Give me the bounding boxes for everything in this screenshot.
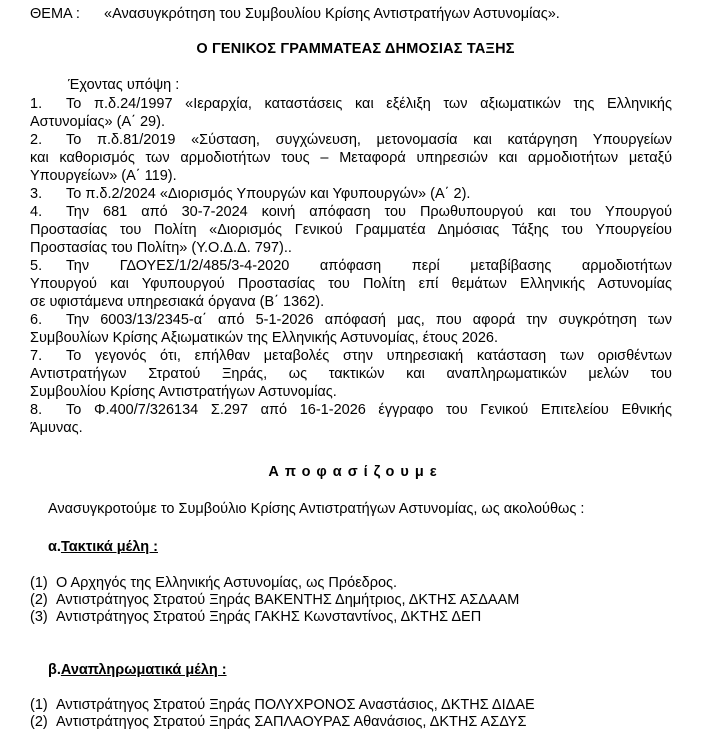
member-text: Αντιστράτηγος Στρατού Ξηράς ΒΑΚΕΝΤΗΣ Δημήτριος, ΔΚΤΗΣ ΑΣΔΑΑΜ bbox=[56, 592, 520, 608]
consideration-text: και καθορισμός των αρμοδιοτήτων τους – Μεταφορά υπηρεσιών και αρμοδιοτήτων μεταξύ bbox=[30, 150, 672, 166]
consideration-line bbox=[30, 131, 672, 149]
member-item bbox=[30, 608, 519, 625]
consideration-item bbox=[30, 401, 672, 437]
consideration-line bbox=[30, 239, 672, 257]
member-item bbox=[30, 713, 535, 730]
consideration-line bbox=[30, 221, 672, 239]
consideration-number: 8. bbox=[30, 402, 43, 418]
consideration-text: Το π.δ.2/2024 «Διορισμός Υπουργών και Υφυπουργών» (Α΄ 2). bbox=[66, 186, 471, 202]
consideration-line bbox=[30, 149, 672, 167]
consideration-text: Το π.δ.81/2019 «Σύσταση, συγχώνευση, μετονομασία και κατάργηση Υπουργείων bbox=[66, 132, 672, 148]
consideration-text: Το Φ.400/7/326134 Σ.297 από 16-1-2026 έγγραφο του Γενικού Επιτελείου Εθνικής bbox=[66, 402, 672, 418]
consideration-text: Το π.δ.24/1997 «Ιεραρχία, καταστάσεις και εξέλιξη των αξιωματικών της Ελληνικής bbox=[66, 96, 672, 112]
consideration-text: Προστασίας του Πολίτη» (Υ.Ο.Δ.Δ. 797).. bbox=[30, 240, 292, 256]
consideration-text: Προστασίας του Πολίτη «Διορισμός Γενικού Γραμματέα Δημόσιας Τάξης του Υπουργείου bbox=[30, 222, 672, 238]
considering-label: Έχοντας υπόψη : bbox=[68, 77, 180, 93]
consideration-item bbox=[30, 95, 672, 131]
consideration-line bbox=[30, 185, 672, 203]
consideration-number: 6. bbox=[30, 312, 43, 328]
consideration-line bbox=[30, 419, 672, 437]
document-heading: Ο ΓΕΝΙΚΟΣ ΓΡΑΜΜΑΤΕΑΣ ΔΗΜΟΣΙΑΣ ΤΑΞΗΣ bbox=[196, 41, 515, 57]
consideration-item bbox=[30, 347, 672, 401]
consideration-item bbox=[30, 203, 672, 257]
subject-text: «Ανασυγκρότηση του Συμβουλίου Κρίσης Αντιστρατήγων Αστυνομίας». bbox=[104, 6, 560, 22]
member-text: Αντιστράτηγος Στρατού Ξηράς ΣΑΠΛΑΟΥΡΑΣ Αθανάσιος, ΔΚΤΗΣ ΑΣΔΥΣ bbox=[56, 714, 527, 730]
consideration-line bbox=[30, 401, 672, 419]
decision-heading: Αποφασίζουμε bbox=[268, 464, 443, 480]
regular-members-list bbox=[30, 574, 519, 625]
consideration-line bbox=[30, 275, 672, 293]
consideration-text: Υπουργού και Υφυπουργού Προστασίας του Πολίτη επί θεμάτων Ελληνικής Αστυνομίας bbox=[30, 276, 672, 292]
alternate-members-list bbox=[30, 696, 535, 730]
member-number: (1) bbox=[30, 697, 48, 713]
member-text: Αντιστράτηγος Στρατού Ξηράς ΓΑΚΗΣ Κωνσταντίνος, ΔΚΤΗΣ ΔΕΠ bbox=[56, 609, 482, 625]
consideration-item bbox=[30, 185, 672, 203]
section-b-title bbox=[48, 661, 227, 679]
consideration-number: 5. bbox=[30, 258, 43, 274]
consideration-text: Άμυνας. bbox=[30, 420, 83, 436]
member-item bbox=[30, 591, 519, 608]
member-item bbox=[30, 696, 535, 713]
section-b-prefix: β. bbox=[48, 662, 61, 678]
consideration-line bbox=[30, 311, 672, 329]
consideration-line bbox=[30, 383, 672, 401]
consideration-text: Την ΓΔΟΥΕΣ/1/2/485/3-4-2020 απόφαση περί μεταβίβασης αρμοδιοτήτων bbox=[66, 258, 672, 274]
consideration-text: Αστυνομίας» (Α΄ 29). bbox=[30, 114, 165, 130]
consideration-text: Συμβουλίου Κρίσης Αντιστρατήγων Αστυνομίας. bbox=[30, 384, 337, 400]
consideration-item bbox=[30, 131, 672, 185]
member-number: (3) bbox=[30, 609, 48, 625]
section-b-heading: Αναπληρωματικά μέλη : bbox=[60, 662, 227, 678]
considerations-list bbox=[30, 95, 672, 437]
consideration-text: Το γεγονός ότι, επήλθαν μεταβολές στην υπηρεσιακή κατάσταση των ορισθέντων bbox=[66, 348, 672, 364]
intro-text: Ανασυγκροτούμε το Συμβούλιο Κρίσης Αντιστρατήγων Αστυνομίας, ως ακολούθως : bbox=[48, 501, 585, 517]
section-a-prefix: α. bbox=[48, 539, 61, 555]
consideration-line bbox=[30, 257, 672, 275]
consideration-line bbox=[30, 329, 672, 347]
consideration-number: 1. bbox=[30, 96, 43, 112]
consideration-line bbox=[30, 167, 672, 185]
consideration-number: 3. bbox=[30, 186, 43, 202]
section-a-title bbox=[48, 538, 158, 556]
consideration-line bbox=[30, 95, 672, 113]
member-number: (2) bbox=[30, 592, 48, 608]
consideration-text: σε υφιστάμενα υπηρεσιακά όργανα (Β΄ 1362). bbox=[30, 294, 325, 310]
member-number: (2) bbox=[30, 714, 48, 730]
consideration-number: 7. bbox=[30, 348, 43, 364]
subject-label: ΘΕΜΑ : bbox=[30, 6, 80, 22]
member-text: Αντιστράτηγος Στρατού Ξηράς ΠΟΛΥΧΡΟΝΟΣ Αναστάσιος, ΔΚΤΗΣ ΔΙΔΑΕ bbox=[56, 697, 535, 713]
consideration-text: Αντιστρατήγων Στρατού Ξηράς, ως τακτικών και αναπληρωματικών μελών του bbox=[30, 366, 672, 382]
section-a-heading: Τακτικά μέλη : bbox=[60, 539, 158, 555]
subject-line bbox=[30, 5, 560, 23]
consideration-number: 4. bbox=[30, 204, 43, 220]
consideration-line bbox=[30, 203, 672, 221]
consideration-line bbox=[30, 293, 672, 311]
consideration-item bbox=[30, 311, 672, 347]
consideration-text: Την 6003/13/2345-α΄ από 5-1-2026 απόφασή μας, που αφορά την συγκρότηση των bbox=[66, 312, 672, 328]
consideration-line bbox=[30, 347, 672, 365]
consideration-item bbox=[30, 257, 672, 311]
member-item bbox=[30, 574, 519, 591]
member-text: Ο Αρχηγός της Ελληνικής Αστυνομίας, ως Πρόεδρος. bbox=[56, 575, 398, 591]
consideration-number: 2. bbox=[30, 132, 43, 148]
consideration-text: Υπουργείων» (Α΄ 119). bbox=[30, 168, 177, 184]
consideration-line bbox=[30, 113, 672, 131]
consideration-text: Την 681 από 30-7-2024 κοινή απόφαση του Πρωθυπουργού και του Υπουργού bbox=[66, 204, 672, 220]
member-number: (1) bbox=[30, 575, 48, 591]
consideration-text: Συμβουλίων Κρίσης Αξιωματικών της Ελληνικής Αστυνομίας, έτους 2026. bbox=[30, 330, 499, 346]
consideration-line bbox=[30, 365, 672, 383]
